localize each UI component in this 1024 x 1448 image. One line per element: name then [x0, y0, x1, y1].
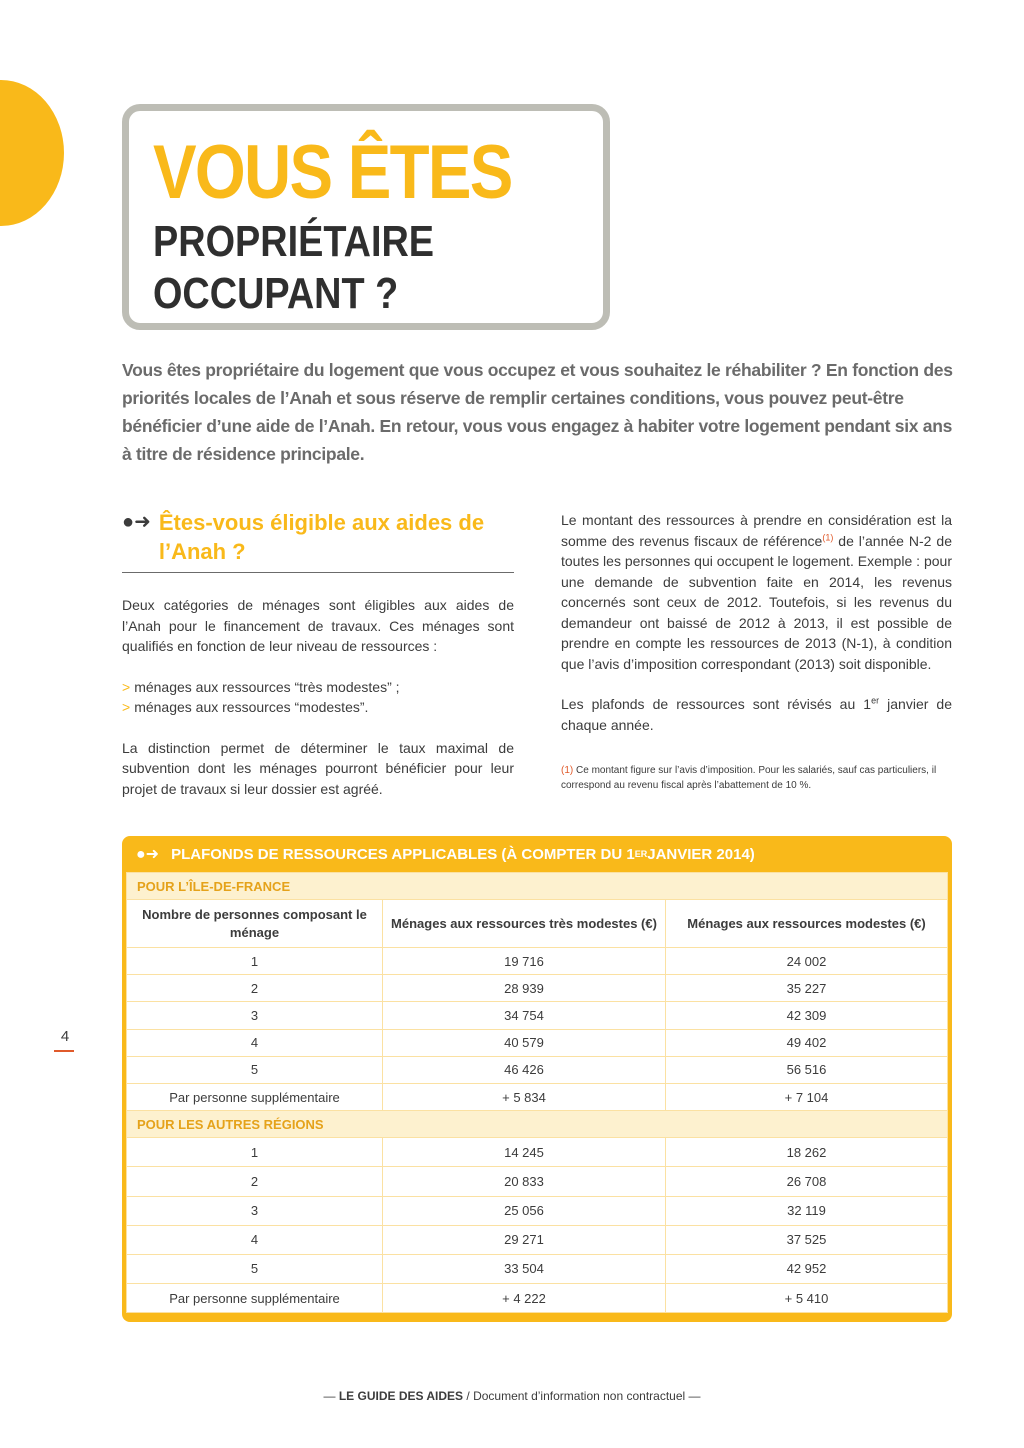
- table-title: ●➜ PLAFONDS DE RESSOURCES APPLICABLES (À COMPTER DU 1 ER JANVIER 2014): [136, 845, 755, 863]
- distinction-paragraph: La distinction permet de déterminer le taux maximal de subvention dont les ménages pourront bénéficier pour leur projet de travaux si leur dossier est agréé.: [122, 739, 514, 797]
- eligibility-paragraph: Deux catégories de ménages sont éligibles aux aides de l’Anah pour le financement de travaux. Ces ménages sont qualifiés en fonction de leur niveau de ressources :: [122, 597, 514, 654]
- page-subtitle-line-2: OCCUPANT ?: [153, 269, 399, 318]
- region-row: POUR L’ÎLE-DE-FRANCE: [127, 873, 948, 900]
- table-row: Par personne supplémentaire + 5 834 + 7 104: [127, 1083, 948, 1110]
- table-row: 1 14 245 18 262: [127, 1138, 948, 1167]
- page-subtitle-line-1: PROPRIÉTAIRE: [153, 217, 435, 266]
- list-item: > ménages aux ressources “modestes”.: [122, 699, 369, 715]
- region-row: POUR LES AUTRES RÉGIONS: [127, 1111, 948, 1138]
- table-row: 4 40 579 49 402: [127, 1029, 948, 1056]
- page-title: VOUS ÊTES: [153, 130, 512, 215]
- column-header: Ménages aux ressources très modestes (€): [383, 900, 666, 948]
- table-row: 5 33 504 42 952: [127, 1254, 948, 1283]
- table-row: 3 34 754 42 309: [127, 1002, 948, 1029]
- income-ceiling-table: [126, 872, 948, 1313]
- table-row: 2 20 833 26 708: [127, 1167, 948, 1196]
- table-header-row: [127, 900, 948, 948]
- list-item: > ménages aux ressources “très modestes” ;: [122, 678, 400, 695]
- arrow-right-icon: ●➜: [122, 511, 151, 533]
- intro-paragraph: Vous êtes propriétaire du logement que vous occupez et vous souhaitez le réhabiliter ? En fonction des priorités locales de l’Anah et sous réserve de remplir certaines conditions, vous pouvez peut-être bénéficier d’une aide de l’Anah. En retour, vous vous engagez à habiter votre logement pendant six ans à titre de résidence principale.: [122, 360, 953, 464]
- table-row: 1 19 716 24 002: [127, 948, 948, 975]
- section-heading-text: Êtes-vous éligible aux aides de l’Anah ?: [158, 510, 485, 564]
- revision-paragraph: Les plafonds de ressources sont révisés au 1er janvier de chaque année.: [561, 695, 953, 733]
- table-row: 5 46 426 56 516: [127, 1056, 948, 1083]
- title-box: [122, 104, 610, 330]
- chevron-right-icon: >: [122, 699, 131, 715]
- page-footer: — LE GUIDE DES AIDES / Document d’information non contractuel —: [323, 1389, 701, 1403]
- table-row: 4 29 271 37 525: [127, 1225, 948, 1254]
- section-heading: [122, 508, 514, 573]
- table-row: 3 25 056 32 119: [127, 1196, 948, 1225]
- page-number-underline: [54, 1050, 74, 1052]
- household-categories-list: [122, 677, 514, 718]
- column-header: Nombre de personnes composant le ménage: [127, 900, 383, 948]
- page-number: 4: [60, 1028, 70, 1045]
- footnote: (1) Ce montant figure sur l’avis d’imposition. Pour les salariés, sauf cas particuliers, il correspond au revenu fiscal après l’abattement de 10 %.: [561, 765, 937, 791]
- decorative-yellow-circle: [0, 80, 64, 226]
- footnote-reference: (1): [822, 531, 834, 542]
- income-paragraph: Le montant des ressources à prendre en considération est la somme des revenus fiscaux de référence$^{(1)}$ de l’année N-2 de toutes les personnes qui occupent le logement. Exemple : pour une demande de subvention faite en 2014, les revenus concernés sont ceux de 2012. Toutefois, si les revenus du demandeur ont baissé de 2012 à 2013, il est possible de prendre en compte les ressources de 2013 (N-1), à condition que l’avis d’imposition correspondant (2013) soit disponible.: [561, 512, 952, 672]
- right-column: [561, 510, 952, 793]
- table-row: Par personne supplémentaire + 4 222 + 5 410: [127, 1284, 948, 1313]
- column-header: Ménages aux ressources modestes (€): [666, 900, 948, 948]
- arrow-right-icon: ●➜: [136, 846, 160, 863]
- left-column: [122, 508, 514, 799]
- income-ceiling-table-panel: [122, 836, 952, 1322]
- table-row: 2 28 939 35 227: [127, 975, 948, 1002]
- chevron-right-icon: >: [122, 678, 131, 695]
